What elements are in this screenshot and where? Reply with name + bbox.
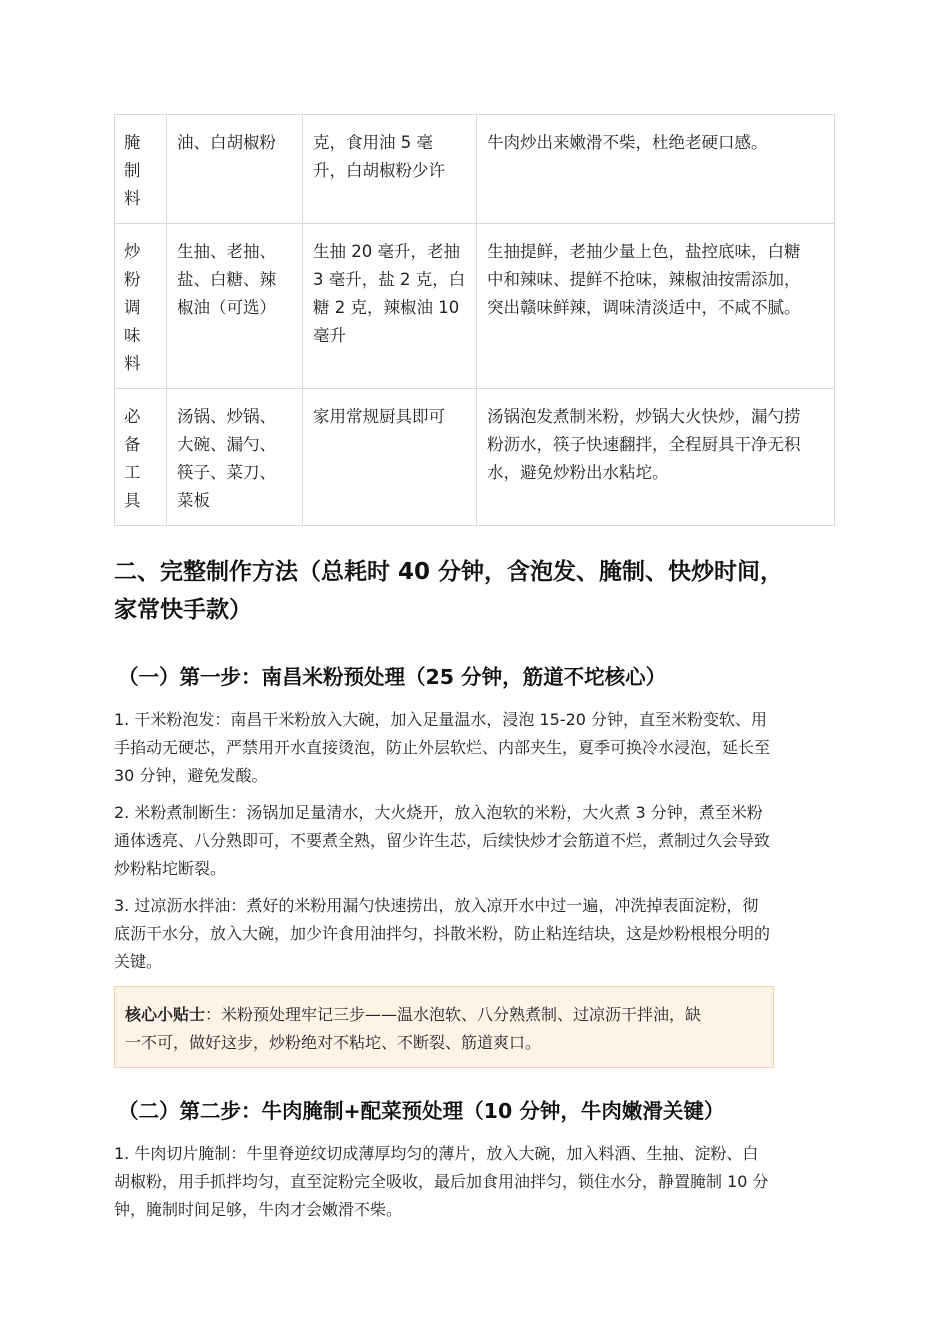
table-cell-amount: 克，食用油 5 毫 升，白胡椒粉少许	[303, 115, 477, 224]
table-cell-category: 腌 制 料	[115, 115, 167, 224]
tip-text: ：米粉预处理牢记三步——温水泡软、八分熟煮制、过凉沥干拌油，缺 一不可，做好这步，炒粉绝对不粘坨、不断裂、筋道爽口。	[125, 1005, 702, 1052]
table-cell-notes: 牛肉炒出来嫩滑不柴，杜绝老硬口感。	[477, 115, 835, 224]
tip-box	[114, 986, 774, 1068]
table-cell-category: 炒 粉 调 味 料	[115, 224, 167, 389]
ingredients-table	[114, 114, 835, 526]
table-cell-items: 生抽、老抽、 盐、白糖、辣 椒油（可选）	[167, 224, 303, 389]
table-cell-notes: 汤锅泡发煮制米粉，炒锅大火快炒，漏勺捞 粉沥水，筷子快速翻拌，全程厨具干净无积 水，避免炒粉出水粘坨。	[477, 389, 835, 526]
ingredients-table-wrapper	[114, 114, 836, 526]
step1-paragraph-1: 1. 干米粉泡发：南昌干米粉放入大碗，加入足量温水，浸泡 15-20 分钟，直至米粉变软、用 手掐动无硬芯，严禁用开水直接烫泡，防止外层软烂、内部夹生，夏季可换冷水浸泡，延长至 30 分钟，避免发酸。	[114, 710, 771, 785]
step1-paragraph-2: 2. 米粉煮制断生：汤锅加足量清水，大火烧开，放入泡软的米粉，大火煮 3 分钟，煮至米粉 通体透亮、八分熟即可，不要煮全熟，留少许生芯，后续快炒才会筋道不烂，煮制过久会导致 炒粉粘坨断裂。	[114, 803, 771, 878]
tip-label: 核心小贴士	[125, 1005, 206, 1024]
table-row	[115, 115, 835, 224]
table-cell-category: 必 备 工 具	[115, 389, 167, 526]
table-cell-notes: 生抽提鲜，老抽少量上色，盐控底味，白糖 中和辣味、提鲜不抢味，辣椒油按需添加， 突出赣味鲜辣，调味清淡适中，不咸不腻。	[477, 224, 835, 389]
table-cell-items: 汤锅、炒锅、 大碗、漏勺、 筷子、菜刀、 菜板	[167, 389, 303, 526]
step2-heading: （二）第二步：牛肉腌制+配菜预处理（10 分钟，牛肉嫩滑关键）	[118, 1099, 725, 1123]
step1-paragraph-3: 3. 过凉沥水拌油：煮好的米粉用漏勺快速捞出，放入凉开水中过一遍，冲洗掉表面淀粉，彻 底沥干水分，放入大碗，加少许食用油拌匀，抖散米粉，防止粘连结块，这是炒粉根根分明的 关键。	[114, 896, 771, 971]
section-heading-method: 二、完整制作方法（总耗时 40 分钟，含泡发、腌制、快炒时间， 家常快手款）	[114, 559, 784, 623]
table-row	[115, 389, 835, 526]
table-cell-items: 油、白胡椒粉	[167, 115, 303, 224]
step1-heading: （一）第一步：南昌米粉预处理（25 分钟，筋道不坨核心）	[118, 665, 667, 689]
table-cell-amount: 生抽 20 毫升，老抽 3 毫升，盐 2 克，白 糖 2 克，辣椒油 10 毫升	[303, 224, 477, 389]
table-cell-amount: 家用常规厨具即可	[303, 389, 477, 526]
table-row	[115, 224, 835, 389]
step2-paragraph-1: 1. 牛肉切片腌制：牛里脊逆纹切成薄厚均匀的薄片，放入大碗，加入料酒、生抽、淀粉、白 胡椒粉，用手抓拌均匀，直至淀粉完全吸收，最后加食用油拌匀，锁住水分，静置腌制 10 分 钟，腌制时间足够，牛肉才会嫩滑不柴。	[114, 1144, 769, 1219]
